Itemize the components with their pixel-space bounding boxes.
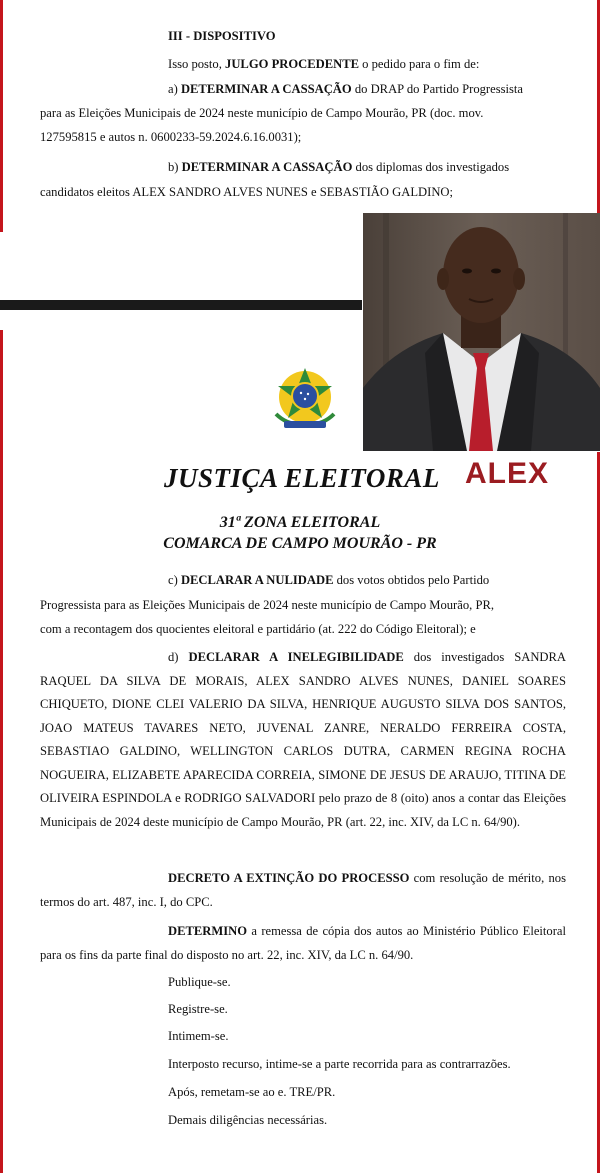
closing-publique: Publique-se. bbox=[168, 975, 231, 989]
court-title: JUSTIÇA ELEITORAL bbox=[164, 463, 440, 493]
brazil-coat-of-arms-icon bbox=[268, 364, 342, 434]
item-b-line-1: b) DETERMINAR A CASSAÇÃO dos diplomas dos investigados bbox=[168, 160, 510, 174]
black-divider-bar bbox=[0, 300, 362, 310]
item-c-line-2: Progressista para as Eleições Municipais de 2024 neste município de Campo Mourão, PR, bbox=[40, 598, 494, 612]
item-d-paragraph: d) DECLARAR A INELEGIBILIDADE dos investigados SANDRA RAQUEL DA SILVA DE MORAIS, ALEX SANDRO ALVES NUNES, DANIEL SOARES CHIQUETO, DIONE CLEI VALERIO DA SILVA, HENRIQUE AUGUSTO SILVA DOS SANTOS, JOAO MATEUS TAVARES NETO, JUVENAL ZANRE, NERALDO FERREIRA COSTA, SEBASTIAO GALDINO, WELLINGTON CARLOS DUTRA, CARMEN REGINA ROCHA NOGUEIRA, ELIZABETE APARECIDA CORREIA, SIMONE DE JESUS DE ARAUJO, TITINA DE OLIVEIRA ESPINDOLA e RODRIGO SALVADORI pelo prazo de 8 (oito) anos a contar das Eleições Municipais de 2024 deste município de Campo Mourão, PR (art. 22, inc. XIV, da LC n. 64/90). bbox=[40, 650, 567, 829]
item-a-line-2: para as Eleições Municipais de 2024 neste município de Campo Mourão, PR (doc. mov. bbox=[40, 106, 484, 120]
portrait-illustration bbox=[363, 213, 600, 451]
alex-overlay-text: ALEX bbox=[465, 457, 550, 490]
item-a-line-3: 127595815 e autos n. 0600233-59.2024.6.16.0031); bbox=[40, 130, 302, 144]
determino-paragraph: DETERMINO a remessa de cópia dos autos ao Ministério Público Eleitoral para os fins da parte final do disposto no art. 22, inc. XIV, da LC n. 64/90. bbox=[40, 924, 566, 962]
closing-registre: Registre-se. bbox=[168, 1002, 228, 1016]
item-a-line-1: a) DETERMINAR A CASSAÇÃO do DRAP do Partido Progressista bbox=[168, 82, 523, 96]
left-red-border-bottom bbox=[0, 330, 3, 1173]
decreto-paragraph: DECRETO A EXTINÇÃO DO PROCESSO com resolução de mérito, nos termos do art. 487, inc. I, do CPC. bbox=[40, 871, 566, 909]
portrait-photo bbox=[363, 213, 600, 451]
closing-intimem: Intimem-se. bbox=[168, 1029, 229, 1043]
item-c-line-1: c) DECLARAR A NULIDADE dos votos obtidos pelo Partido bbox=[168, 573, 490, 587]
closing-remetam: Após, remetam-se ao e. TRE/PR. bbox=[168, 1085, 336, 1099]
item-c-line-3: com a recontagem dos quocientes eleitoral e partidário (at. 222 do Código Eleitoral); e bbox=[40, 622, 476, 636]
electoral-zone: 31ª ZONA ELEITORAL bbox=[219, 514, 381, 531]
item-b-line-2: candidatos eleitos ALEX SANDRO ALVES NUNES e SEBASTIÃO GALDINO; bbox=[40, 185, 454, 199]
closing-recurso: Interposto recurso, intime-se a parte recorrida para as contrarrazões. bbox=[168, 1057, 511, 1071]
closing-diligencias: Demais diligências necessárias. bbox=[168, 1113, 328, 1127]
comarca-label: COMARCA DE CAMPO MOURÃO - PR bbox=[163, 535, 437, 552]
intro-paragraph: Isso posto, JULGO PROCEDENTE o pedido para o fim de: bbox=[168, 57, 480, 71]
section-heading: III - DISPOSITIVO bbox=[168, 29, 276, 43]
left-red-border-top bbox=[0, 0, 3, 232]
